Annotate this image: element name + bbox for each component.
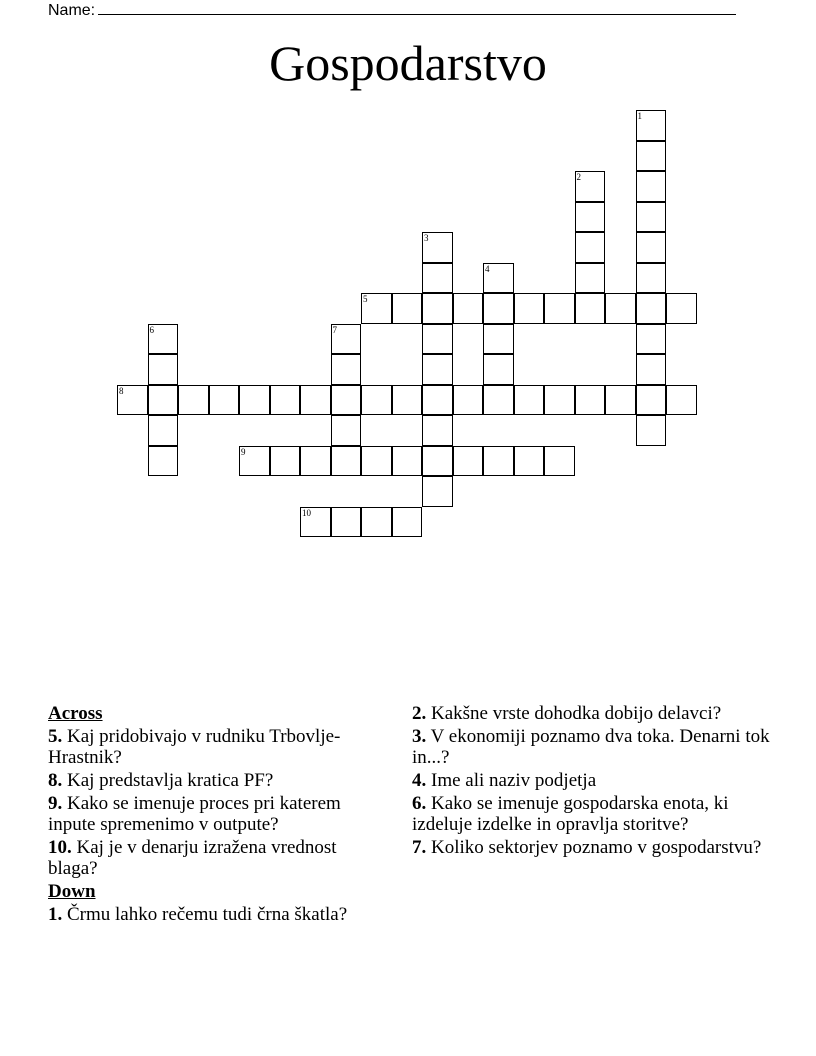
crossword-cell[interactable] bbox=[392, 446, 423, 477]
clue-item-number: 4. bbox=[412, 770, 427, 791]
crossword-cell[interactable] bbox=[117, 385, 148, 416]
crossword-cell[interactable] bbox=[331, 324, 362, 355]
clue-item bbox=[48, 770, 388, 791]
clue-item-text: V ekonomiji poznamo dva toka. Denarni tok in...? bbox=[412, 726, 770, 768]
crossword-cell[interactable] bbox=[483, 293, 514, 324]
crossword-cell[interactable] bbox=[605, 385, 636, 416]
crossword-cell[interactable] bbox=[331, 385, 362, 416]
clue-number: 4 bbox=[485, 263, 490, 274]
crossword-cell[interactable] bbox=[636, 171, 667, 202]
clue-item-number: 6. bbox=[412, 793, 427, 814]
crossword-cell[interactable] bbox=[483, 385, 514, 416]
clue-number: 10 bbox=[302, 507, 311, 518]
clue-item bbox=[412, 726, 772, 768]
crossword-cell[interactable] bbox=[575, 293, 606, 324]
clue-item-text: Kaj je v denarju izražena vrednost blaga? bbox=[48, 837, 337, 879]
crossword-cell[interactable] bbox=[636, 354, 667, 385]
clue-number: 3 bbox=[424, 233, 429, 243]
crossword-cell[interactable] bbox=[514, 446, 545, 477]
crossword-cell[interactable] bbox=[575, 263, 606, 294]
clue-number: 2 bbox=[576, 172, 581, 182]
crossword-cell[interactable] bbox=[392, 293, 423, 324]
crossword-cell[interactable] bbox=[392, 507, 423, 538]
clue-item-number: 10. bbox=[48, 837, 72, 858]
crossword-cell[interactable] bbox=[483, 354, 514, 385]
crossword-cell[interactable] bbox=[361, 293, 392, 324]
clue-item-text: Črmu lahko rečemu tudi črna škatla? bbox=[62, 904, 348, 925]
clue-item bbox=[48, 726, 388, 768]
clue-number: 6 bbox=[149, 324, 154, 335]
down-clue-list-continued bbox=[412, 703, 772, 858]
crossword-cell[interactable] bbox=[148, 385, 179, 416]
clue-item bbox=[48, 793, 388, 835]
crossword-cell[interactable] bbox=[300, 446, 331, 477]
crossword-cell[interactable] bbox=[453, 293, 484, 324]
clue-number: 8 bbox=[119, 385, 124, 396]
crossword-cell[interactable] bbox=[148, 446, 179, 477]
crossword-cell[interactable] bbox=[422, 385, 453, 416]
clue-item-number: 1. bbox=[48, 904, 63, 925]
crossword-cell[interactable] bbox=[666, 385, 697, 416]
across-clue-list bbox=[48, 726, 388, 879]
crossword-cell[interactable] bbox=[331, 354, 362, 385]
crossword-cell[interactable] bbox=[636, 110, 667, 141]
crossword-cell[interactable] bbox=[636, 324, 667, 355]
crossword-cell[interactable] bbox=[361, 446, 392, 477]
crossword-cell[interactable] bbox=[575, 385, 606, 416]
crossword-cell[interactable] bbox=[483, 263, 514, 294]
page-title: Gospodarstvo bbox=[269, 35, 547, 91]
clue-item-text: Kako se imenuje proces pri katerem inpute spremenimo v outpute? bbox=[48, 793, 341, 835]
crossword-cell[interactable] bbox=[392, 385, 423, 416]
crossword-cell[interactable] bbox=[422, 476, 453, 507]
crossword-cell[interactable] bbox=[575, 202, 606, 233]
crossword-cell[interactable] bbox=[514, 293, 545, 324]
clue-item bbox=[48, 904, 388, 925]
clue-item-text: Kakšne vrste dohodka dobijo delavci? bbox=[426, 703, 722, 724]
crossword-cell[interactable] bbox=[514, 385, 545, 416]
clue-item-text: Kako se imenuje gospodarska enota, ki izdeluje izdelke in opravlja storitve? bbox=[412, 793, 729, 835]
clue-number: 7 bbox=[332, 324, 337, 335]
clue-item bbox=[412, 837, 772, 858]
crossword-cell[interactable] bbox=[666, 293, 697, 324]
crossword-cell[interactable] bbox=[331, 507, 362, 538]
clue-item bbox=[48, 837, 388, 879]
crossword-cell[interactable] bbox=[239, 446, 270, 477]
crossword-cell[interactable] bbox=[270, 446, 301, 477]
crossword-cell[interactable] bbox=[300, 507, 331, 538]
clue-item bbox=[412, 793, 772, 835]
crossword-cell[interactable] bbox=[331, 446, 362, 477]
clue-item bbox=[412, 703, 772, 724]
crossword-cell[interactable] bbox=[178, 385, 209, 416]
crossword-cell[interactable] bbox=[636, 263, 667, 294]
crossword-cell[interactable] bbox=[148, 415, 179, 446]
crossword-cell[interactable] bbox=[422, 354, 453, 385]
crossword-cell[interactable] bbox=[575, 171, 606, 202]
clue-item-text: Kaj predstavlja kratica PF? bbox=[62, 770, 274, 791]
crossword-cell[interactable] bbox=[331, 415, 362, 446]
clue-item-number: 2. bbox=[412, 703, 427, 724]
crossword-cell[interactable] bbox=[148, 354, 179, 385]
clue-item-number: 5. bbox=[48, 726, 63, 747]
crossword-cell[interactable] bbox=[636, 232, 667, 263]
crossword-cell[interactable] bbox=[453, 385, 484, 416]
crossword-cell[interactable] bbox=[605, 293, 636, 324]
crossword-cell[interactable] bbox=[270, 385, 301, 416]
name-label: Name: bbox=[48, 2, 96, 19]
crossword-cell[interactable] bbox=[636, 202, 667, 233]
clues-left-column bbox=[48, 703, 388, 927]
clue-item-text: Kaj pridobivajo v rudniku Trbovlje-Hrastnik? bbox=[48, 726, 341, 768]
crossword-cell[interactable] bbox=[636, 385, 667, 416]
clue-item-number: 3. bbox=[412, 726, 427, 747]
crossword-cell[interactable] bbox=[544, 385, 575, 416]
crossword-cell[interactable] bbox=[544, 293, 575, 324]
crossword-cell[interactable] bbox=[453, 446, 484, 477]
clue-item-text: Koliko sektorjev poznamo v gospodarstvu? bbox=[426, 837, 762, 858]
crossword-cell[interactable] bbox=[300, 385, 331, 416]
crossword-cell[interactable] bbox=[483, 446, 514, 477]
clue-number: 5 bbox=[363, 294, 368, 304]
crossword-cell[interactable] bbox=[636, 141, 667, 172]
crossword-cell[interactable] bbox=[209, 385, 240, 416]
clue-number: 9 bbox=[241, 446, 246, 457]
crossword-cell[interactable] bbox=[483, 324, 514, 355]
crossword-cell[interactable] bbox=[422, 293, 453, 324]
clue-number: 1 bbox=[637, 111, 642, 121]
clue-item-number: 8. bbox=[48, 770, 63, 791]
crossword-cell[interactable] bbox=[636, 293, 667, 324]
crossword-cell[interactable] bbox=[422, 446, 453, 477]
clue-item bbox=[412, 770, 772, 791]
crossword-cell[interactable] bbox=[422, 324, 453, 355]
down-heading: Down bbox=[48, 881, 96, 902]
crossword-cell[interactable] bbox=[575, 232, 606, 263]
clues-right-column bbox=[412, 703, 772, 860]
crossword-cell[interactable] bbox=[361, 507, 392, 538]
crossword-cell[interactable] bbox=[422, 232, 453, 263]
crossword-cell[interactable] bbox=[636, 415, 667, 446]
crossword-cell[interactable] bbox=[361, 385, 392, 416]
clue-item-number: 9. bbox=[48, 793, 63, 814]
crossword-cell[interactable] bbox=[148, 324, 179, 355]
crossword-cell[interactable] bbox=[544, 446, 575, 477]
down-clue-list bbox=[48, 904, 388, 925]
crossword-cell[interactable] bbox=[239, 385, 270, 416]
crossword-cell[interactable] bbox=[422, 415, 453, 446]
clue-item-text: Ime ali naziv podjetja bbox=[426, 770, 597, 791]
across-heading: Across bbox=[48, 703, 103, 724]
clue-item-number: 7. bbox=[412, 837, 427, 858]
crossword-cell[interactable] bbox=[422, 263, 453, 294]
